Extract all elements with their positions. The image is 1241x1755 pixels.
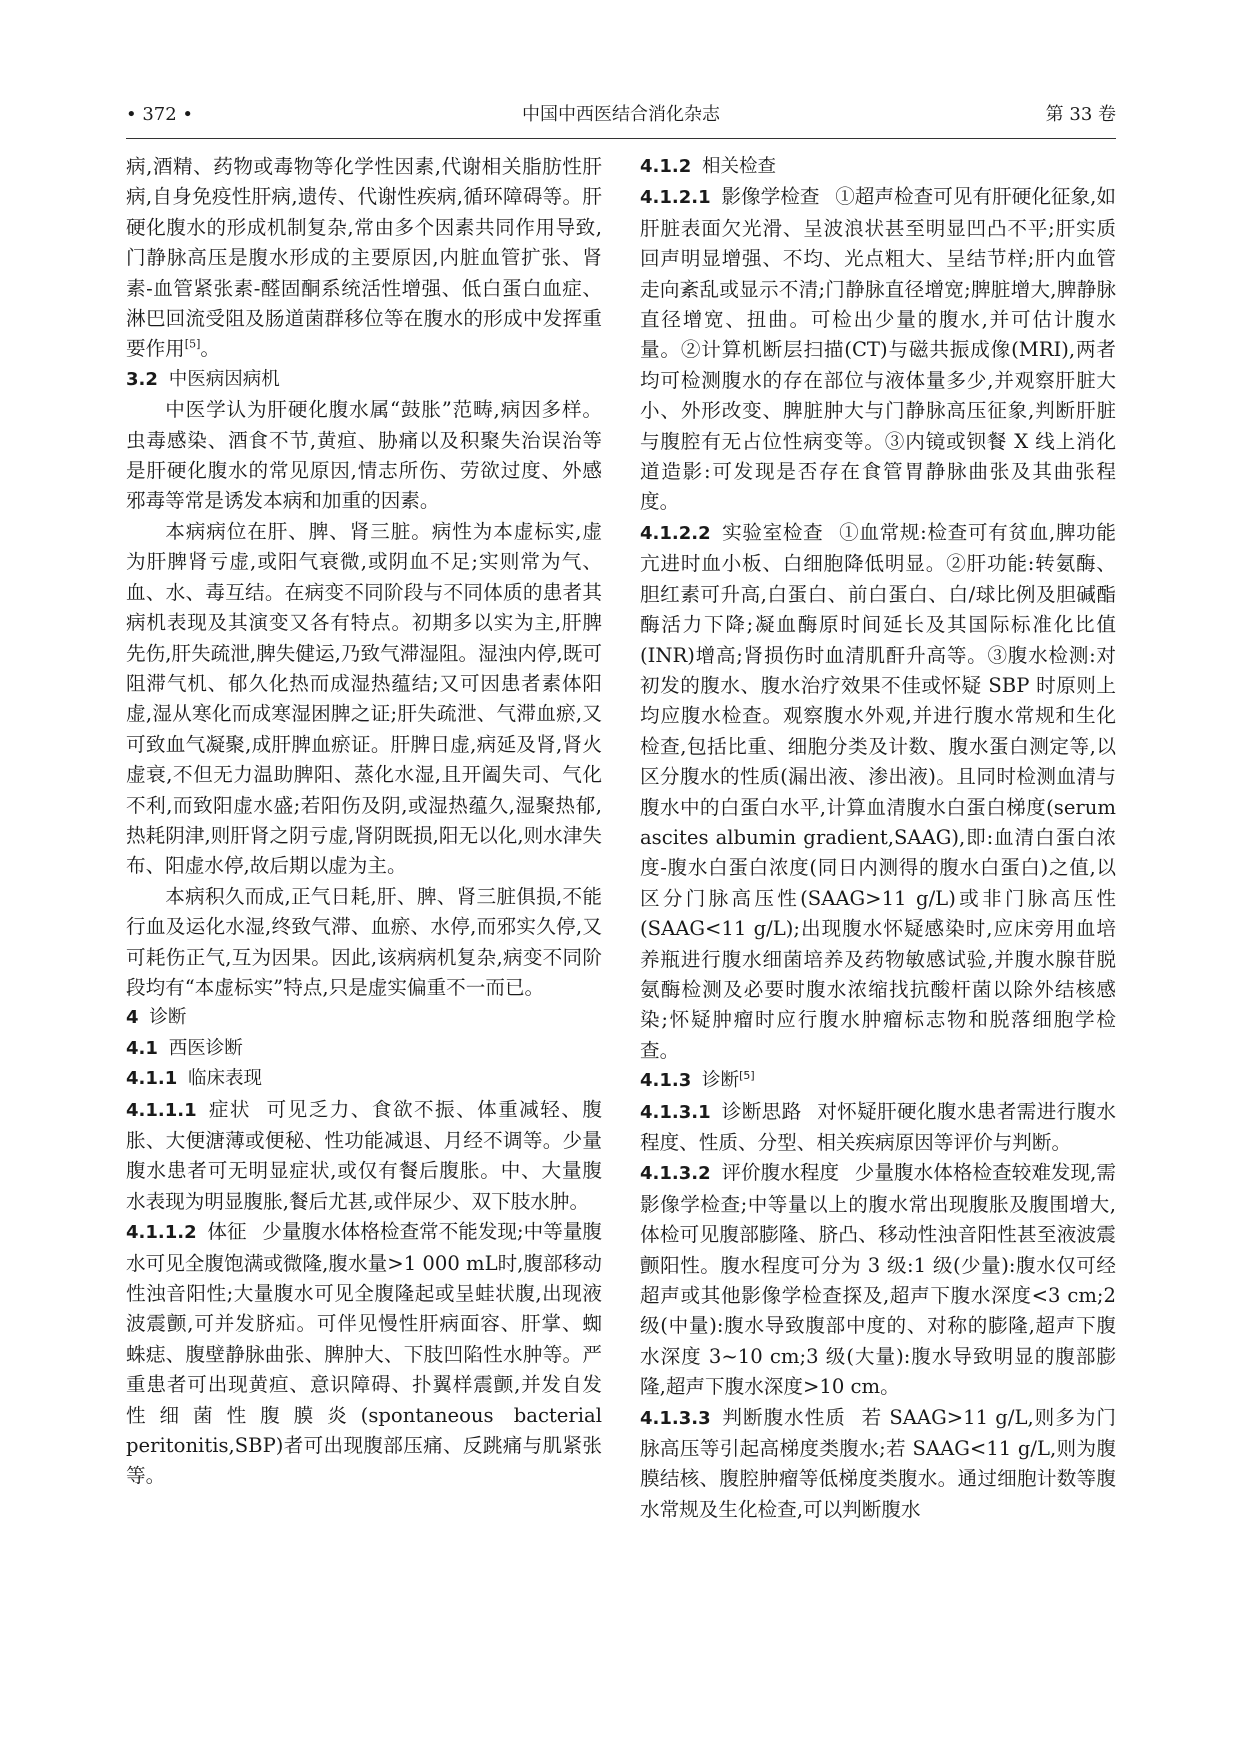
section-title: 西医诊断 <box>168 1037 243 1059</box>
section-heading <box>126 1003 602 1033</box>
section-heading <box>640 1066 1116 1096</box>
subsection-title: 实验室检查 <box>721 520 824 544</box>
paragraph <box>126 152 602 365</box>
subsection-paragraph <box>640 1403 1116 1526</box>
paragraph-text: 对怀疑肝硬化腹水患者需进行腹水程度、性质、分型、相关疾病原因等评价与判断。 <box>640 1099 1116 1154</box>
section-heading <box>640 152 1116 182</box>
left-column <box>126 152 602 1742</box>
citation: [5] <box>739 1069 755 1083</box>
section-number: 4 <box>126 1007 139 1029</box>
section-title: 诊断 <box>149 1007 187 1029</box>
subsection-title: 影像学检查 <box>721 185 820 209</box>
paragraph: 中医学认为肝硬化腹水属“鼓胀”范畴,病因多样。虫毒感染、酒食不节,黄疸、胁痛以及积聚失治误治等是肝硬化腹水的常见原因,情志所伤、劳欲过度、外感邪毒等常是诱发本病和加重的因素。 <box>126 398 602 513</box>
paragraph-text: 病,酒精、药物或毒物等化学性因素,代谢相关脂肪性肝病,自身免疫性肝病,遗传、代谢性疾病,循环障碍等。肝硬化腹水的形成机制复杂,常由多个因素共同作用导致,门静脉高压是腹水形成的主要原因,内脏血管扩张、肾素-血管紧张素-醛固酮系统活性增强、低白蛋白血症、淋巴回流受阻及肠道菌群移位等在腹水的形成中发挥重要作用 <box>126 155 602 361</box>
paragraph-end: 。 <box>200 337 220 361</box>
section-title: 中医病因病机 <box>168 368 280 390</box>
paragraph: 本病病位在肝、脾、肾三脏。病性为本虚标实,虚为肝脾肾亏虚,或阳气衰微,或阴血不足;实则常为气、血、水、毒互结。在病变不同阶段与不同体质的患者其病机表现及其演变又各有特点。初期多以实为主,肝脾先伤,肝失疏泄,脾失健运,乃致气滞湿阻。湿浊内停,既可阻滞气机、郁久化热而成湿热蕴结;又可因患者素体阳虚,湿从寒化而成寒湿困脾之证;肝失疏泄、气滞血瘀,又可致血气凝聚,成肝脾血瘀证。肝脾日虚,病延及肾,肾火虚衰,不但无力温助脾阳、蒸化水湿,且开阖失司、气化不利,而致阳虚水盛;若阳伤及阴,或湿热蕴久,湿聚热郁,热耗阴津,则肝肾之阴亏虚,肾阴既损,阳无以化,则水津失布、阳虚水停,故后期以虚为主。 <box>126 519 602 878</box>
subsection-title: 评价腹水程度 <box>721 1161 840 1185</box>
header-rule <box>126 138 1116 139</box>
volume-label: 第 33 卷 <box>1045 104 1116 125</box>
paragraph-text: ①超声检查可见有肝硬化征象,如肝脏表面欠光滑、呈波浪状甚至明显凹凸不平;肝实质回声明显增强、不均、光点粗大、呈结节样;肝内血管走向紊乱或显示不清;门静脉直径增宽;脾脏增大,脾静脉直径增宽、扭曲。可检出少量的腹水,并可估计腹水量。②计算机断层扫描(CT)与磁共振成像(MRI),两者均可检测腹水的存在部位与液体量多少,并观察肝脏大小、外形改变、脾脏肿大与门静脉高压征象,判断肝脏与腹腔有无占位性病变等。③内镜或钡餐 X 线上消化道造影:可发现是否存在食管胃静脉曲张及其曲张程度。 <box>640 185 1116 514</box>
subsection-number: 4.1.1.1 <box>126 1099 197 1121</box>
paragraph-text: 少量腹水体格检查较难发现,需影像学检查;中等量以上的腹水常出现腹胀及腹围增大,体检可见腹部膨隆、脐凸、移动性浊音阳性甚至液波震颤阳性。腹水程度可分为 3 级:1 级(少量):腹水仅可经超声或其他影像学检查探及,超声下腹水深度<3 cm;2 级(中量):腹水导致腹部中度的、对称的膨隆,超声下腹水深度 3~10 cm;3 级(大量):腹水导致明显的腹部膨隆,超声下腹水深度>10 cm。 <box>640 1161 1116 1399</box>
section-heading <box>126 1034 602 1064</box>
running-header <box>126 100 1116 130</box>
citation: [5] <box>184 337 201 351</box>
subsection-paragraph <box>126 1217 602 1492</box>
subsection-paragraph <box>640 518 1116 1066</box>
section-number: 4.1 <box>126 1037 158 1059</box>
subsection-number: 4.1.1.2 <box>126 1222 197 1244</box>
right-column <box>640 152 1116 1742</box>
subsection-paragraph <box>640 1158 1116 1402</box>
page-number: • 372 • <box>126 104 194 125</box>
section-title: 临床表现 <box>188 1068 263 1090</box>
section-number: 4.1.1 <box>126 1068 178 1090</box>
subsection-number: 4.1.2.1 <box>640 187 711 209</box>
subsection-title: 判断腹水性质 <box>721 1405 846 1429</box>
journal-title: 中国中西医结合消化杂志 <box>522 104 720 125</box>
subsection-number: 4.1.3.3 <box>640 1407 711 1429</box>
paragraph-text: 可见乏力、食欲不振、体重减轻、腹胀、大便溏薄或便秘、性功能减退、月经不调等。少量腹水患者可无明显症状,或仅有餐后腹胀。中、大量腹水表现为明显腹胀,餐后尤甚,或伴尿少、双下肢水肿。 <box>126 1097 602 1213</box>
subsection-title: 体征 <box>207 1220 247 1244</box>
subsection-paragraph <box>126 1095 602 1218</box>
paragraph: 本病积久而成,正气日耗,肝、脾、肾三脏俱损,不能行血及运化水湿,终致气滞、血瘀、水停,而邪实久停,又可耗伤正气,互为因果。因此,该病病机复杂,病变不同阶段均有“本虚标实”特点,只是虚实偏重不一而已。 <box>126 884 602 999</box>
subsection-number: 4.1.3.2 <box>640 1163 711 1185</box>
section-heading <box>126 1064 602 1094</box>
subsection-title: 症状 <box>207 1097 251 1121</box>
paragraph-text: ①血常规:检查可有贫血,脾功能亢进时血小板、白细胞降低明显。②肝功能:转氨酶、胆红素可升高,白蛋白、前白蛋白、白/球比例及胆碱酯酶活力下降;凝血酶原时间延长及其国际标准化比值(INR)增高;肾损伤时血清肌酐升高等。③腹水检测:对初发的腹水、腹水治疗效果不佳或怀疑 SBP 时原则上均应腹水检查。观察腹水外观,并进行腹水常规和生化检查,包括比重、细胞分类及计数、腹水蛋白测定等,以区分腹水的性质(漏出液、渗出液)。且同时检测血清与腹水中的白蛋白水平,计算血清腹水白蛋白梯度(serum ascites albumin gradient,SAAG),即:血清白蛋白浓度-腹水白蛋白浓度(同日内测得的腹水白蛋白)之值,以区分门脉高压性(SAAG>11 g/L)或非门脉高压性(SAAG<11 g/L);出现腹水怀疑感染时,应床旁用血培养瓶进行腹水细菌培养及药物敏感试验,并腹水腺苷脱氨酶检测及必要时腹水浓缩找抗酸杆菌以除外结核感染;怀疑肿瘤时应行腹水肿瘤标志物和脱落细胞学检查。 <box>640 520 1116 1062</box>
subsection-title: 诊断思路 <box>721 1099 802 1123</box>
subsection-paragraph <box>640 1097 1116 1159</box>
section-number: 4.1.3 <box>640 1070 692 1092</box>
subsection-paragraph <box>640 182 1116 517</box>
subsection-number: 4.1.3.1 <box>640 1101 711 1123</box>
section-number: 3.2 <box>126 368 158 390</box>
paragraph-text: 若 SAAG>11 g/L,则多为门脉高压等引起高梯度类腹水;若 SAAG<11 g/L,则为腹膜结核、腹腔肿瘤等低梯度类腹水。通过细胞计数等腹水常规及生化检查,可以判断腹水 <box>640 1405 1116 1521</box>
section-title: 诊断 <box>702 1070 740 1092</box>
paragraph-text: 少量腹水体格检查常不能发现;中等量腹水可见全腹饱满或微隆,腹水量>1 000 mL时,腹部移动性浊音阳性;大量腹水可见全腹隆起或呈蛙状腹,出现液波震颤,可并发脐疝。可伴见慢性肝病面容、肝掌、蜘蛛痣、腹壁静脉曲张、脾肿大、下肢凹陷性水肿等。严重患者可出现黄疸、意识障碍、扑翼样震颤,并发自发性细菌性腹膜炎(spontaneous bacterial peritonitis,SBP)者可出现腹部压痛、反跳痛与肌紧张等。 <box>126 1220 602 1488</box>
section-heading <box>126 365 602 395</box>
section-title: 相关检查 <box>702 156 777 177</box>
subsection-number: 4.1.2.2 <box>640 522 711 544</box>
section-number: 4.1.2 <box>640 156 692 177</box>
